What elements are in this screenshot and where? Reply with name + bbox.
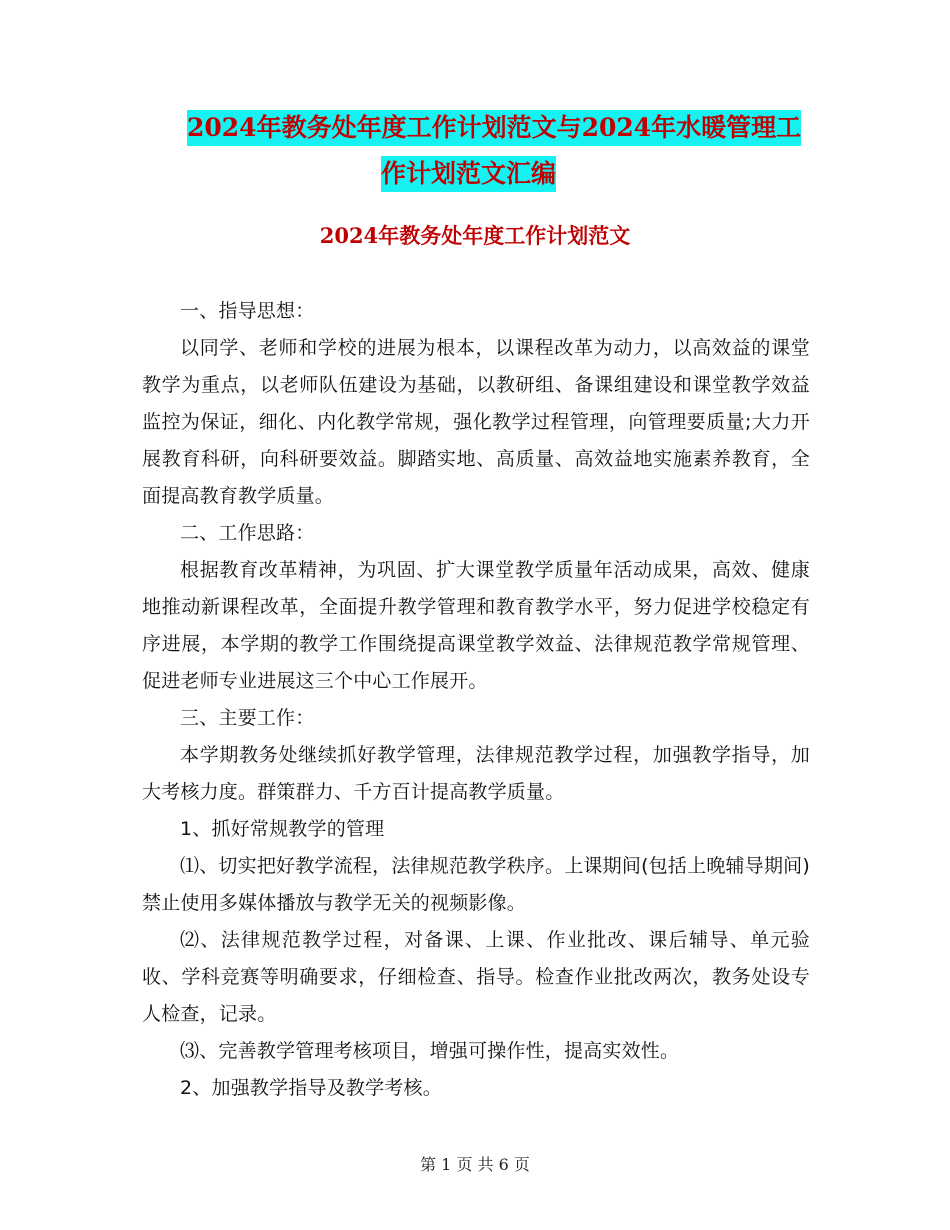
body-text [142,293,810,1107]
heading-guiding-ideology: 一、指导思想： [180,300,315,322]
section-heading: 2024年教务处年度工作计划范文 [319,223,631,248]
subheading-teaching-guidance: 2、加强教学指导及教学考核。 [180,1077,442,1099]
heading-work-approach: 二、工作思路： [180,522,315,544]
list-item-2: ⑵、法律规范教学过程，对备课、上课、作业批改、课后辅导、单元验收、学科竞赛等明确要求，仔细检查、指导。检查作业批改两次，教务处设专人检查，记录。 [142,929,810,1025]
title-line-1: 2024年教务处年度工作计划范文与2024年水暖管理工 [187,110,801,146]
title-line-2: 作计划范文汇编 [381,156,556,192]
page-footer: 第 1 页 共 6 页 [420,1155,530,1174]
paragraph-guiding-ideology: 以同学、老师和学校的进展为根本，以课程改革为动力，以高效益的课堂教学为重点，以老师队伍建设为基础，以教研组、备课组建设和课堂教学效益监控为保证，细化、内化教学常规，强化教学过程管理，向管理要质量;大力开展教育科研，向科研要效益。脚踏实地、高质量、高效益地实施素养教育，全面提高教育教学质量。 [142,337,810,507]
paragraph-main-work: 本学期教务处继续抓好教学管理，法律规范教学过程，加强教学指导，加大考核力度。群策群力、千方百计提高教学质量。 [142,744,810,803]
list-item-3: ⑶、完善教学管理考核项目，增强可操作性，提高实效性。 [180,1040,680,1062]
subheading-routine-teaching: 1、抓好常规教学的管理 [180,818,385,840]
list-item-1: ⑴、切实把好教学流程，法律规范教学秩序。上课期间(包括上晚辅导期间)禁止使用多媒体播放与教学无关的视频影像。 [142,855,810,914]
paragraph-work-approach: 根据教育改革精神，为巩固、扩大课堂教学质量年活动成果，高效、健康地推动新课程改革，全面提升教学管理和教育教学水平，努力促进学校稳定有序进展，本学期的教学工作围绕提高课堂教学效益、法律规范教学常规管理、促进老师专业进展这三个中心工作展开。 [142,559,810,692]
heading-main-work: 三、主要工作： [180,707,315,729]
